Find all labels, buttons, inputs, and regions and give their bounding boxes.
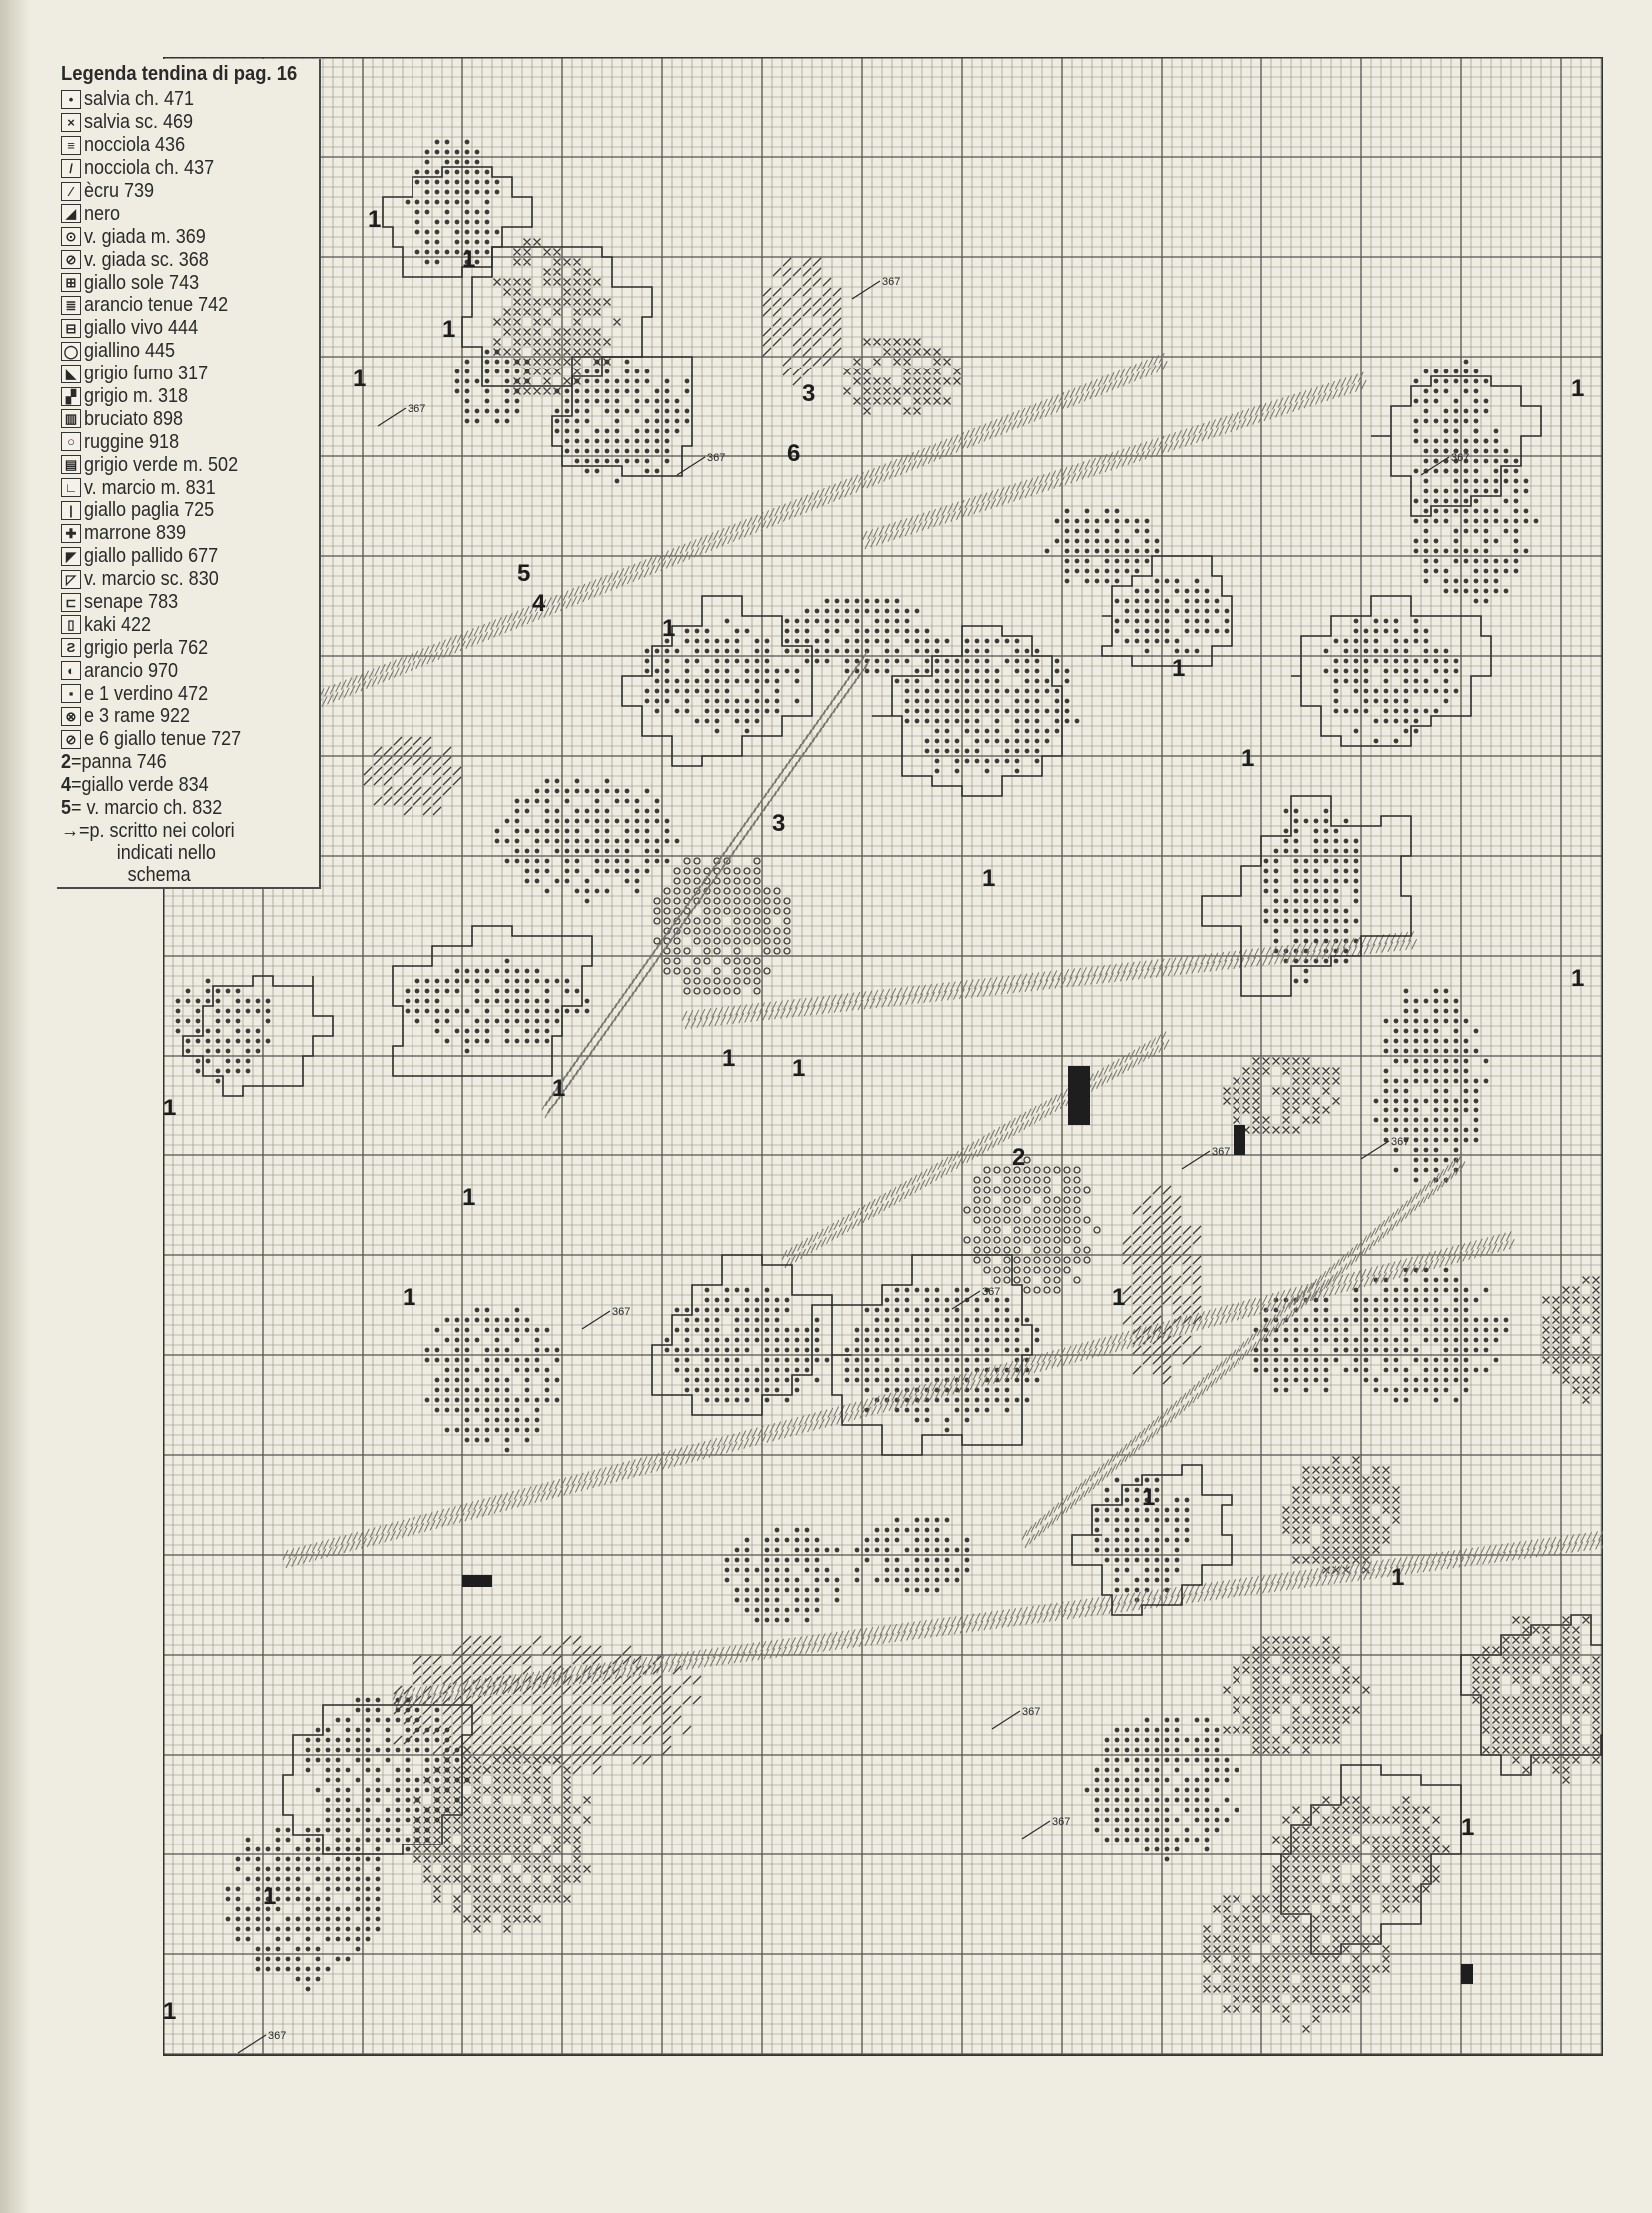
legend-item-label: senape 783 xyxy=(84,591,179,614)
legend-note xyxy=(61,820,315,886)
chart-color-number: 1 xyxy=(1461,1814,1475,1841)
legend-symbol-list xyxy=(61,88,315,751)
stitch-symbol-icon: ⊘ xyxy=(61,730,81,749)
legend-number-list xyxy=(61,751,315,820)
legend-item xyxy=(61,591,315,614)
legend-number-label: = v. marcio ch. 832 xyxy=(71,796,223,819)
legend-item xyxy=(61,499,315,522)
legend-item xyxy=(61,340,315,363)
chart-ref-367: 367 xyxy=(1212,1146,1231,1158)
stitch-symbol-icon: ▥ xyxy=(61,409,81,428)
stitch-symbol-icon: / xyxy=(61,159,81,178)
legend-item-label: salvia sc. 469 xyxy=(84,111,194,134)
ref-arrow-icon xyxy=(1361,1141,1389,1159)
stitch-symbol-icon: ▪ xyxy=(61,684,81,703)
legend-number-key: 4 xyxy=(61,773,72,796)
legend-number-item xyxy=(61,797,315,820)
legend-item-label: e 1 verdino 472 xyxy=(84,682,209,705)
stitch-symbol-icon: ◤ xyxy=(61,547,81,566)
legend-item-label: kaki 422 xyxy=(84,613,152,636)
legend-item xyxy=(61,659,315,682)
legend-item-label: nocciola 436 xyxy=(84,134,186,157)
stitch-symbol-icon: Ƨ xyxy=(61,638,81,657)
legend-number-item xyxy=(61,774,315,797)
legend-note-line3: schema xyxy=(127,863,191,886)
chart-color-number: 1 xyxy=(1142,1484,1156,1511)
legend-item-label: ècru 739 xyxy=(84,180,155,202)
black-stitch-block xyxy=(462,1575,492,1587)
legend-item xyxy=(61,636,315,659)
legend-item-label: grigio perla 762 xyxy=(84,636,209,659)
chart-color-number: 1 xyxy=(368,206,382,233)
legend-item xyxy=(61,134,315,157)
chart-color-number: 4 xyxy=(532,590,546,617)
legend-item-label: arancio 970 xyxy=(84,659,179,682)
legend-number-item xyxy=(61,751,315,774)
stitch-symbol-icon: ◸ xyxy=(61,570,81,589)
legend-item xyxy=(61,88,315,111)
legend-item xyxy=(61,728,315,751)
chart-ref-367: 367 xyxy=(982,1286,1001,1298)
chart-color-number: 3 xyxy=(802,380,816,407)
chart-color-number: 1 xyxy=(263,1883,277,1910)
chart-ref-367: 367 xyxy=(1391,1136,1410,1148)
legend-item xyxy=(61,317,315,340)
chart-color-number: 1 xyxy=(982,865,996,892)
legend-item xyxy=(61,522,315,545)
chart-color-number: 1 xyxy=(1571,375,1585,402)
chart-color-number: 1 xyxy=(662,615,676,642)
legend-item-label: v. giada m. 369 xyxy=(84,225,206,248)
legend-item-label: grigio m. 318 xyxy=(84,385,189,408)
legend-item-label: giallo paglia 725 xyxy=(84,499,215,522)
chart-ref-367: 367 xyxy=(1451,452,1470,464)
chart-color-number: 1 xyxy=(552,1075,566,1102)
chart-ref-367: 367 xyxy=(612,1306,631,1318)
stitch-symbol-icon: ◢ xyxy=(61,204,81,223)
cross-stitch-chart xyxy=(163,57,1603,2056)
chart-color-number: 1 xyxy=(722,1045,736,1072)
legend-item xyxy=(61,407,315,430)
chart-color-number: 6 xyxy=(787,440,801,467)
chart-color-number: 1 xyxy=(1391,1564,1405,1591)
stitch-symbol-icon: ∕ xyxy=(61,182,81,201)
legend-item-label: giallo pallido 677 xyxy=(84,545,219,568)
stitch-cluster xyxy=(495,779,680,904)
chart-ref-367: 367 xyxy=(1052,1816,1071,1828)
stitch-symbol-icon: ◣ xyxy=(61,365,81,383)
legend-item-label: arancio tenue 742 xyxy=(84,294,229,317)
legend-number-label: =panna 746 xyxy=(71,750,167,773)
legend-item xyxy=(61,568,315,591)
legend-item xyxy=(61,248,315,271)
chart-ref-367: 367 xyxy=(408,403,426,415)
legend-item xyxy=(61,225,315,248)
chart-color-number: 2 xyxy=(1012,1144,1026,1171)
chart-color-number: 1 xyxy=(403,1284,416,1311)
legend-item xyxy=(61,705,315,728)
legend-number-key: 5 xyxy=(61,796,72,819)
stitch-symbol-icon: ◐ xyxy=(61,661,81,680)
legend-item-label: giallino 445 xyxy=(84,340,176,363)
stitch-symbol-icon: ✚ xyxy=(61,524,81,543)
legend-item xyxy=(61,453,315,476)
stitch-symbol-icon: ▤ xyxy=(61,455,81,474)
legend-item-label: grigio fumo 317 xyxy=(84,363,209,385)
stitch-cluster xyxy=(1473,1617,1600,1784)
chart-ref-367: 367 xyxy=(1022,1706,1041,1718)
legend-item xyxy=(61,613,315,636)
legend-item-label: v. marcio m. 831 xyxy=(84,476,216,499)
chart-color-number: 1 xyxy=(462,1184,476,1211)
black-stitch-block xyxy=(1461,1964,1473,1984)
chart-ref-367: 367 xyxy=(882,276,901,288)
legend-item xyxy=(61,294,315,317)
legend-item xyxy=(61,111,315,134)
legend-item xyxy=(61,180,315,203)
branch-band xyxy=(782,1032,1169,1268)
chart-ref-367: 367 xyxy=(268,2030,287,2042)
stitch-symbol-icon: × xyxy=(61,113,81,132)
legend-item-label: ruggine 918 xyxy=(84,430,180,453)
chart-color-number: 1 xyxy=(163,1998,177,2025)
stitch-symbol-icon: ⊙ xyxy=(61,227,81,246)
arrow-icon: → xyxy=(61,819,79,842)
legend-item xyxy=(61,202,315,225)
chart-color-number: 1 xyxy=(353,366,367,392)
stitch-symbol-icon: | xyxy=(61,501,81,520)
legend-item-label: nero xyxy=(84,202,121,225)
chart-color-number: 5 xyxy=(517,560,531,587)
legend-box xyxy=(57,59,321,889)
stitch-symbol-icon: ⊞ xyxy=(61,273,81,292)
ref-arrow-icon xyxy=(1182,1151,1210,1169)
ref-arrow-icon xyxy=(852,281,880,299)
stitch-symbol-icon: • xyxy=(61,90,81,109)
stitch-symbol-icon: ≡ xyxy=(61,136,81,155)
branch-band xyxy=(862,372,1366,549)
legend-item-label: v. marcio sc. 830 xyxy=(84,568,219,591)
stitch-symbol-icon: ⊏ xyxy=(61,593,81,612)
stitch-symbol-icon: ○ xyxy=(61,432,81,451)
stitch-symbol-icon: ⊟ xyxy=(61,319,81,338)
branch-band xyxy=(1022,1154,1465,1548)
legend-item-label: marrone 839 xyxy=(84,522,187,545)
black-stitch-block xyxy=(1234,1125,1245,1155)
chart-color-number: 1 xyxy=(1241,745,1255,772)
stitch-symbol-icon: ∟ xyxy=(61,478,81,497)
legend-item-label: grigio verde m. 502 xyxy=(84,453,239,476)
legend-item-label: salvia ch. 471 xyxy=(84,88,195,111)
legend-item xyxy=(61,430,315,453)
legend-item xyxy=(61,363,315,385)
ref-arrow-icon xyxy=(992,1711,1020,1729)
legend-item-label: e 3 rame 922 xyxy=(84,705,191,728)
grid-major-lines xyxy=(163,57,1603,2056)
legend-note-line1: =p. scritto nei colori xyxy=(79,819,235,842)
legend-item xyxy=(61,476,315,499)
legend-item xyxy=(61,157,315,180)
chart-color-number: 1 xyxy=(1112,1284,1126,1311)
chart-color-number: 1 xyxy=(442,316,456,343)
stitch-symbol-icon: ◯ xyxy=(61,342,81,361)
legend-item-label: v. giada sc. 368 xyxy=(84,248,209,271)
legend-number-label: =giallo verde 834 xyxy=(71,773,209,796)
stitch-symbol-icon: ≣ xyxy=(61,296,81,315)
stitch-symbol-icon: ▯ xyxy=(61,615,81,634)
ref-arrow-icon xyxy=(1022,1821,1050,1839)
ref-arrow-icon xyxy=(582,1311,610,1329)
chart-color-number: 1 xyxy=(462,246,476,273)
legend-item-label: e 6 giallo tenue 727 xyxy=(84,728,242,751)
page-edge-shadow xyxy=(0,0,30,2213)
legend-item xyxy=(61,682,315,705)
legend-number-key: 2 xyxy=(61,750,72,773)
legend-item xyxy=(61,271,315,294)
chart-color-number: 1 xyxy=(1172,655,1186,682)
legend-item-label: nocciola ch. 437 xyxy=(84,157,215,180)
chart-color-number: 1 xyxy=(163,1095,177,1121)
ref-arrow-icon xyxy=(378,408,406,426)
stitch-symbol-icon: ▞ xyxy=(61,387,81,406)
chart-color-number: 1 xyxy=(792,1055,806,1082)
chart-color-number: 3 xyxy=(772,810,786,837)
legend-item-label: giallo vivo 444 xyxy=(84,317,199,340)
legend-item-label: giallo sole 743 xyxy=(84,271,200,294)
legend-note-line2: indicati nello xyxy=(116,841,216,864)
stitch-symbol-icon: ⊘ xyxy=(61,250,81,269)
legend-title: Legenda tendina di pag. 16 xyxy=(61,63,298,85)
chart-grid xyxy=(163,57,1603,2056)
legend-item xyxy=(61,545,315,568)
legend-item xyxy=(61,385,315,408)
legend-item-label: bruciato 898 xyxy=(84,407,184,430)
chart-ref-367: 367 xyxy=(707,452,726,464)
chart-color-number: 1 xyxy=(1571,965,1585,992)
stitch-symbol-icon: ⊗ xyxy=(61,707,81,726)
black-stitch-block xyxy=(1068,1066,1090,1125)
